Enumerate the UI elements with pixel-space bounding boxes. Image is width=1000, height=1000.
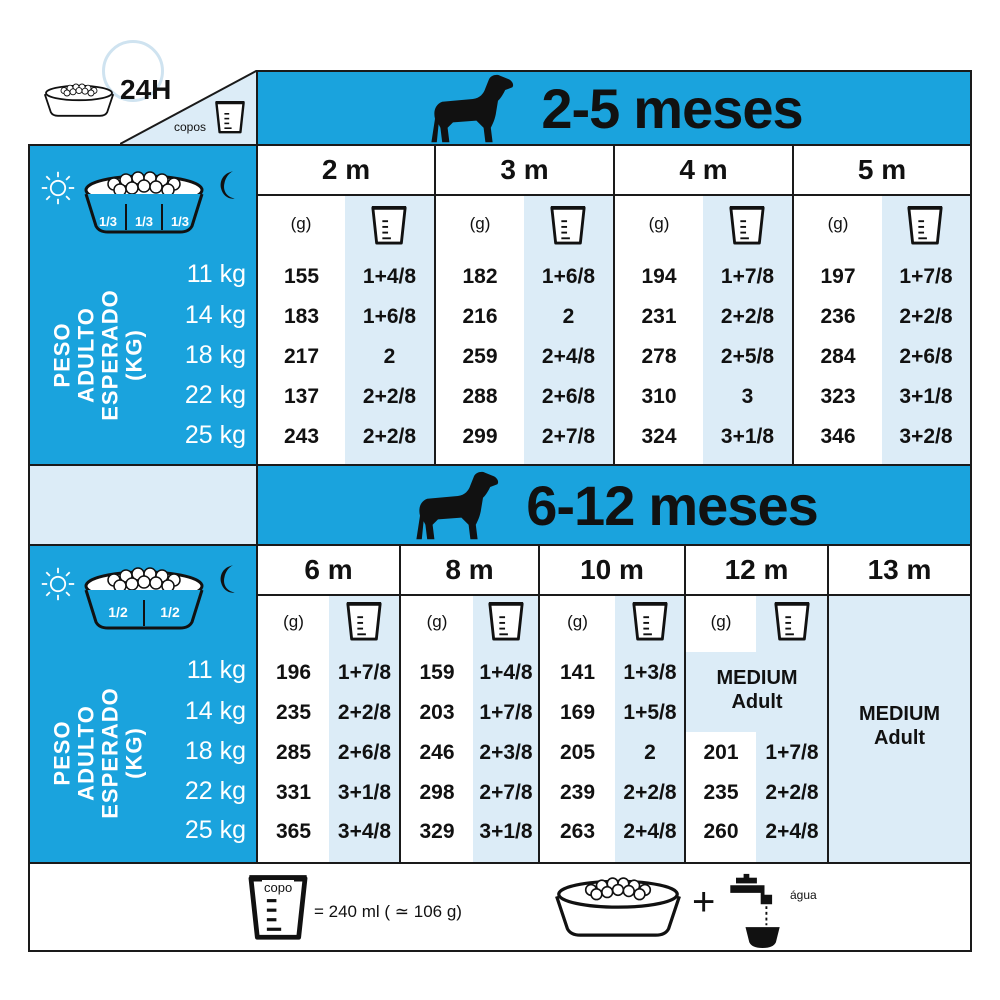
- grams-value: 197: [820, 265, 856, 288]
- weight-label: 25 kg: [184, 421, 246, 449]
- cups-value: 2+2/8: [765, 781, 819, 804]
- grams-value: 141: [559, 661, 596, 684]
- cups-value: 2+4/8: [623, 820, 677, 843]
- cups-value: 2+5/8: [720, 345, 775, 368]
- section2-unit: meses: [648, 473, 818, 537]
- grams-value: 365: [275, 820, 312, 843]
- grams-value: 231: [641, 305, 677, 328]
- cups-value: 2+4/8: [765, 820, 819, 843]
- cups-value: 2+6/8: [541, 385, 596, 408]
- grams-value: 201: [703, 741, 739, 764]
- gram-unit: (g): [283, 612, 304, 631]
- section-separator: [28, 464, 258, 546]
- sun-icon: [40, 170, 76, 206]
- cups-value: 2+6/8: [337, 741, 392, 764]
- grams-value: 246: [419, 741, 455, 764]
- grams-value: 236: [820, 305, 856, 328]
- month-header: 4 m: [679, 154, 728, 185]
- cups-value: 3: [741, 385, 754, 408]
- cups-value: 1+7/8: [337, 661, 392, 684]
- weight-label: 18 kg: [184, 737, 246, 765]
- m13-note: MEDIUM Adult: [858, 703, 941, 749]
- moon-icon: [214, 168, 240, 202]
- section2-banner: [256, 464, 972, 546]
- cups-value: 3+2/8: [899, 425, 953, 448]
- grams-value: 346: [820, 425, 856, 448]
- month-header: 12 m: [724, 554, 789, 585]
- meal-portion: 1/3: [170, 213, 190, 229]
- grams-value: 203: [419, 701, 455, 724]
- grams-value: 331: [275, 781, 312, 804]
- meal-portion: 1/3: [134, 213, 154, 229]
- grams-value: 324: [641, 425, 677, 448]
- time-label: 24H: [120, 74, 172, 105]
- water-tap-icon: [726, 872, 784, 948]
- cups-value: 2+2/8: [623, 781, 677, 804]
- cups-value: 1+7/8: [720, 265, 775, 288]
- grams-value: 182: [462, 265, 498, 288]
- grams-value: 299: [462, 425, 498, 448]
- dog-icon: [425, 72, 517, 144]
- month-header: 10 m: [580, 554, 644, 585]
- cups-value: 2+2/8: [899, 305, 953, 328]
- section2-title: 6-12: [526, 473, 635, 537]
- gram-unit: (g): [469, 214, 491, 233]
- weight-label: 14 kg: [184, 697, 246, 725]
- cups-value: 3+4/8: [337, 820, 392, 843]
- meal-portion: 1/3: [98, 213, 118, 229]
- grams-value: 235: [703, 781, 739, 804]
- grams-value: 194: [641, 265, 677, 288]
- cups-value: 3+1/8: [899, 385, 953, 408]
- bowl-icon: [548, 872, 688, 938]
- grams-value: 310: [641, 385, 677, 408]
- cup-icon: [631, 600, 669, 642]
- grams-value: 284: [820, 345, 856, 368]
- cups-value: 1+4/8: [362, 265, 417, 288]
- cups-value: 1+7/8: [899, 265, 953, 288]
- cups-value: 3+1/8: [337, 781, 392, 804]
- gram-unit: (g): [710, 612, 732, 631]
- month-header: 3 m: [500, 154, 549, 185]
- grams-value: 285: [275, 741, 312, 764]
- cups-value: 2: [644, 741, 656, 764]
- section1-unit: meses: [633, 76, 803, 140]
- cups-value: 1+3/8: [623, 661, 677, 684]
- cups-value: 1+7/8: [765, 741, 819, 764]
- water-label: água: [790, 888, 817, 902]
- grams-value: 217: [283, 345, 320, 368]
- grams-value: 263: [559, 820, 596, 843]
- grams-value: 169: [559, 701, 596, 724]
- month-header: 13 m: [867, 554, 932, 585]
- cup-icon: [549, 204, 587, 246]
- weight-label: 25 kg: [184, 816, 246, 844]
- cups-value: 2: [383, 345, 396, 368]
- cups-value: 2+7/8: [479, 781, 533, 804]
- cups-value: 3+1/8: [720, 425, 775, 448]
- cup-icon: [214, 98, 246, 136]
- bowl-icon: [40, 80, 118, 118]
- cups-value: 3+1/8: [479, 820, 533, 843]
- grams-value: 205: [559, 741, 596, 764]
- grams-value: 259: [462, 345, 498, 368]
- side-label: PESO ADULTO ESPERADO (KG): [50, 289, 148, 421]
- month-header: 8 m: [445, 554, 494, 585]
- weight-label: 18 kg: [184, 341, 246, 369]
- cups-value: 2+3/8: [479, 741, 533, 764]
- cup-icon: [728, 204, 766, 246]
- m12-note: MEDIUM Adult: [716, 667, 798, 713]
- cups-value: 1+6/8: [541, 265, 596, 288]
- cup-icon: [345, 600, 383, 642]
- cup-icon: [773, 600, 811, 642]
- grams-value: 243: [283, 425, 320, 448]
- grams-value: 196: [275, 661, 312, 684]
- grams-value: 216: [462, 305, 498, 328]
- section1-title: 2-5: [541, 76, 620, 140]
- gram-unit: (g): [827, 214, 849, 233]
- grams-value: 239: [559, 781, 596, 804]
- weight-label: 14 kg: [184, 301, 246, 329]
- grams-value: 260: [703, 820, 739, 843]
- plus-sign: +: [692, 880, 716, 924]
- grams-value: 329: [419, 820, 455, 843]
- month-header: 6 m: [304, 554, 353, 585]
- footer-legend: [28, 862, 972, 952]
- grams-value: 235: [275, 701, 312, 724]
- month-header: 5 m: [857, 154, 907, 185]
- weight-label: 11 kg: [186, 656, 246, 684]
- grams-value: 155: [283, 265, 320, 288]
- section1-banner: [256, 70, 972, 146]
- grams-value: 298: [419, 781, 455, 804]
- cup-label: copo: [264, 880, 293, 895]
- cups-value: 2: [562, 305, 575, 328]
- cups-label: copos: [174, 120, 207, 134]
- cup-icon: [487, 600, 525, 642]
- cups-value: 1+5/8: [623, 701, 677, 724]
- dog-icon: [410, 469, 502, 541]
- meal-portion: 1/2: [160, 604, 180, 620]
- moon-icon: [214, 562, 240, 596]
- cups-value: 1+6/8: [362, 305, 417, 328]
- meal-portion: 1/2: [108, 604, 128, 620]
- cups-value: 1+7/8: [479, 701, 533, 724]
- cups-value: 2+2/8: [362, 385, 417, 408]
- grams-value: 323: [820, 385, 856, 408]
- cup-icon: [906, 204, 944, 246]
- weight-label: 22 kg: [184, 777, 246, 805]
- cups-value: 2+2/8: [337, 701, 392, 724]
- gram-unit: (g): [290, 214, 312, 233]
- cups-value: 1+4/8: [479, 661, 533, 684]
- cups-value: 2+7/8: [541, 425, 596, 448]
- cups-value: 2+4/8: [541, 345, 596, 368]
- side-label: PESO ADULTO ESPERADO (KG): [50, 687, 148, 819]
- gram-unit: (g): [426, 612, 448, 631]
- month-header: 2 m: [321, 154, 371, 185]
- weight-label: 22 kg: [184, 381, 246, 409]
- grams-value: 183: [283, 305, 320, 328]
- cups-value: 2+2/8: [362, 425, 417, 448]
- grams-value: 159: [419, 661, 455, 684]
- cups-value: 2+2/8: [720, 305, 775, 328]
- cup-equivalence: = 240 ml ( ≃ 106 g): [314, 902, 462, 921]
- gram-unit: (g): [648, 214, 670, 233]
- gram-unit: (g): [567, 612, 588, 631]
- weight-label: 11 kg: [186, 260, 246, 288]
- grams-value: 278: [641, 345, 677, 368]
- cups-value: 2+6/8: [899, 345, 953, 368]
- grams-value: 137: [283, 385, 320, 408]
- sun-icon: [40, 566, 76, 602]
- grams-value: 288: [462, 385, 498, 408]
- cup-icon: [370, 204, 408, 246]
